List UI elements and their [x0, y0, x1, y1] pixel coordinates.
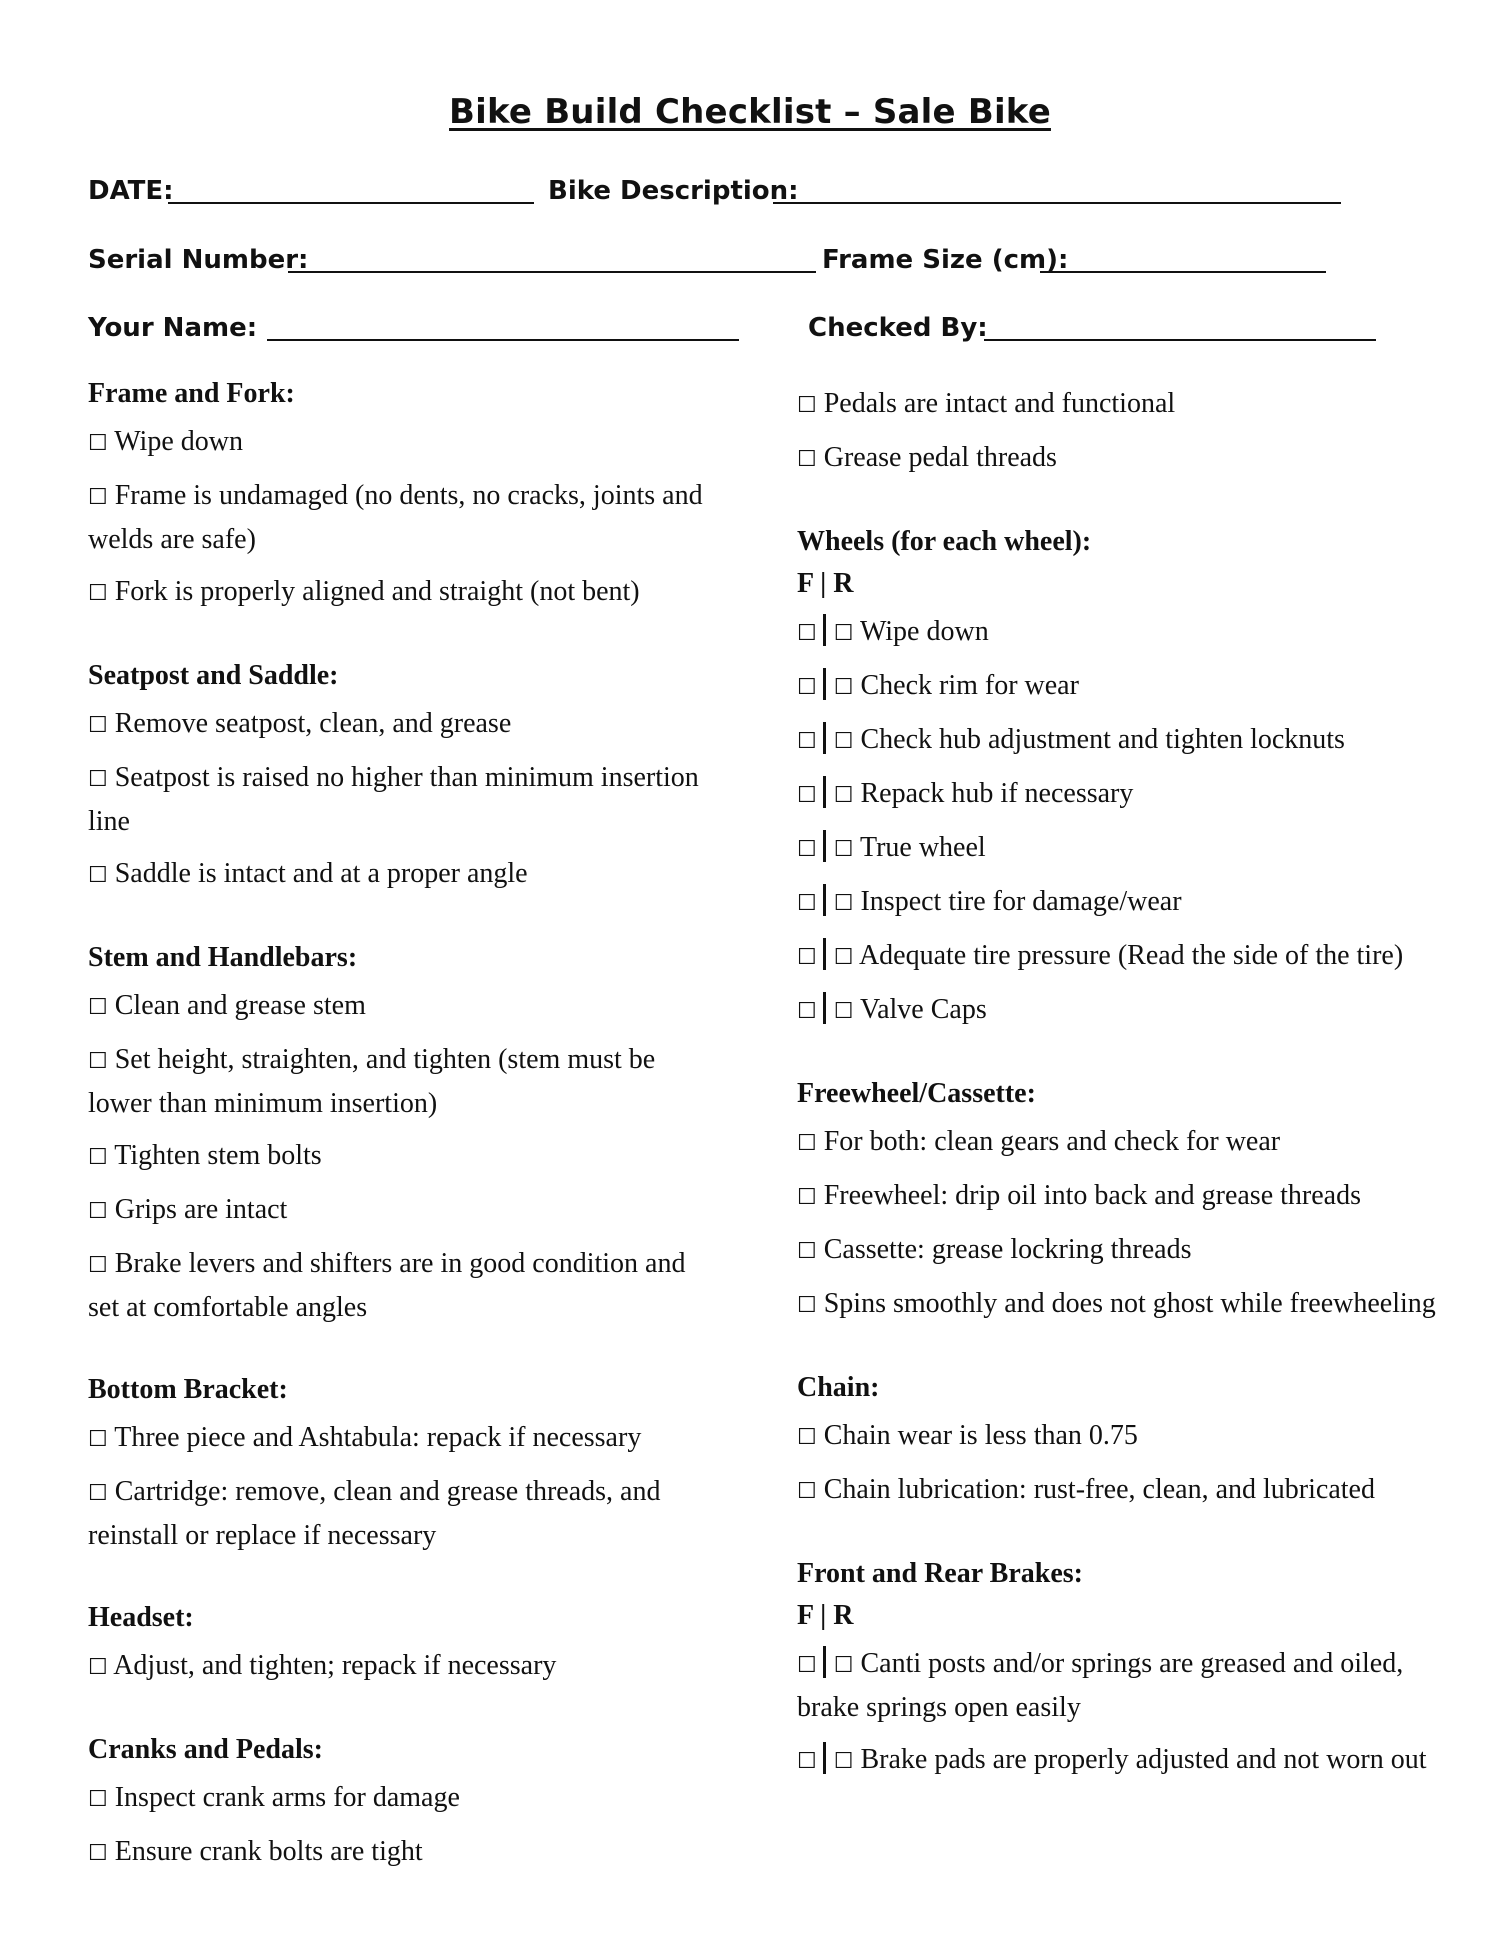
checklist-item-front-rear [797, 611, 1437, 655]
checkbox[interactable]: ☐ [88, 431, 108, 456]
frame-size-field[interactable] [1040, 271, 1326, 273]
bike-description-label: Bike Description: [548, 176, 799, 206]
item-label: Cartridge: remove, clean and grease threads, and reinstall or replace if necessary [88, 1476, 661, 1551]
brakes-section [797, 1553, 1437, 1783]
item-label: Wipe down [114, 426, 243, 457]
divider-bar [823, 722, 826, 754]
chain-section [797, 1367, 1437, 1513]
front-checkbox[interactable]: ☐ [797, 675, 817, 700]
rear-checkbox[interactable]: ☐ [833, 621, 854, 646]
checklist-item [797, 1229, 1437, 1273]
checklist-item [797, 437, 1437, 481]
rear-checkbox[interactable]: ☐ [833, 1749, 854, 1774]
front-rear-label: F | R [797, 1600, 854, 1631]
item-label: Grease pedal threads [823, 442, 1057, 473]
checklist-item [88, 421, 713, 465]
section-title: Freewheel/Cassette: [797, 1078, 1036, 1109]
divider-bar [823, 776, 826, 808]
rear-checkbox[interactable]: ☐ [833, 729, 854, 754]
divider-bar [823, 830, 826, 862]
rear-checkbox[interactable]: ☐ [833, 675, 854, 700]
checkbox[interactable]: ☐ [797, 1479, 817, 1504]
checklist-section [88, 1729, 713, 1875]
item-label: Three piece and Ashtabula: repack if necessary [114, 1422, 642, 1453]
front-checkbox[interactable]: ☐ [797, 783, 817, 808]
checkbox[interactable]: ☐ [88, 1787, 108, 1812]
front-checkbox[interactable]: ☐ [797, 837, 817, 862]
item-label: Adequate tire pressure (Read the side of the tire) [858, 940, 1404, 971]
item-label: Chain lubrication: rust-free, clean, and lubricated [823, 1474, 1375, 1505]
rear-checkbox[interactable]: ☐ [833, 837, 854, 862]
item-label: Pedals are intact and functional [823, 388, 1176, 419]
checkbox[interactable]: ☐ [797, 1293, 817, 1318]
page-title: Bike Build Checklist – Sale Bike [449, 92, 1051, 132]
checklist-item [797, 1175, 1437, 1219]
section-title: Seatpost and Saddle: [88, 660, 339, 691]
frame-size-label: Frame Size (cm): [822, 245, 1069, 275]
item-label: Remove seatpost, clean, and grease [114, 708, 512, 739]
checklist-item [88, 1189, 713, 1233]
checklist-item-front-rear [797, 935, 1437, 979]
divider-bar [823, 884, 826, 916]
checklist-section [88, 1597, 713, 1689]
checkbox[interactable]: ☐ [88, 581, 108, 606]
front-checkbox[interactable]: ☐ [797, 945, 817, 970]
section-title: Chain: [797, 1372, 880, 1403]
item-label: Adjust, and tighten; repack if necessary [113, 1650, 557, 1681]
checklist-item [88, 853, 713, 897]
checkbox[interactable]: ☐ [88, 1481, 108, 1506]
front-checkbox[interactable]: ☐ [797, 1653, 817, 1678]
checkbox[interactable]: ☐ [88, 995, 108, 1020]
checkbox[interactable]: ☐ [88, 1841, 108, 1866]
item-label: Fork is properly aligned and straight (not bent) [114, 576, 640, 607]
divider-bar [823, 668, 826, 700]
checkbox[interactable]: ☐ [797, 393, 817, 418]
front-checkbox[interactable]: ☐ [797, 1749, 817, 1774]
divider-bar [823, 992, 826, 1024]
item-label: Canti posts and/or springs are greased and oiled, brake springs open easily [797, 1648, 1404, 1723]
checklist-item-front-rear [797, 719, 1437, 763]
checkbox[interactable]: ☐ [88, 1049, 108, 1074]
checklist-item [88, 1471, 713, 1557]
checklist-item [88, 703, 713, 747]
checkbox[interactable]: ☐ [88, 1253, 108, 1278]
right-column [797, 383, 1437, 1823]
divider-bar [823, 938, 826, 970]
item-label: Clean and grease stem [114, 990, 366, 1021]
rear-checkbox[interactable]: ☐ [833, 999, 854, 1024]
item-label: Repack hub if necessary [860, 778, 1134, 809]
wheels-section [797, 521, 1437, 1033]
item-label: Spins smoothly and does not ghost while freewheeling [823, 1288, 1436, 1319]
item-label: True wheel [859, 832, 986, 863]
checkbox[interactable]: ☐ [88, 1427, 108, 1452]
checklist-item-front-rear [797, 1643, 1437, 1729]
checked-by-label: Checked By: [808, 313, 988, 343]
rear-checkbox[interactable]: ☐ [833, 1653, 854, 1678]
checklist-item [88, 1645, 713, 1689]
checklist-item [88, 1417, 713, 1461]
item-label: Inspect crank arms for damage [114, 1782, 460, 1813]
item-label: Freewheel: drip oil into back and grease threads [823, 1180, 1361, 1211]
front-checkbox[interactable]: ☐ [797, 891, 817, 916]
checkbox[interactable]: ☐ [797, 1239, 817, 1264]
item-label: Seatpost is raised no higher than minimum insertion line [88, 762, 699, 837]
item-label: Chain wear is less than 0.75 [823, 1420, 1138, 1451]
cranks-and-pedals-continued [797, 383, 1437, 481]
checkbox[interactable]: ☐ [797, 1131, 817, 1156]
checklist-item-front-rear [797, 665, 1437, 709]
checklist-item [88, 1777, 713, 1821]
checklist-item [797, 1469, 1437, 1513]
checkbox[interactable]: ☐ [88, 767, 108, 792]
serial-number-field[interactable] [288, 271, 816, 273]
checklist-section [88, 373, 713, 615]
item-label: Ensure crank bolts are tight [114, 1836, 423, 1867]
checklist-item [88, 1039, 713, 1125]
item-label: Brake pads are properly adjusted and not worn out [860, 1744, 1427, 1775]
item-label: Tighten stem bolts [114, 1140, 322, 1171]
checklist-item [88, 571, 713, 615]
checklist-section [88, 655, 713, 897]
item-label: Brake levers and shifters are in good condition and set at comfortable angles [88, 1248, 686, 1323]
item-label: For both: clean gears and check for wear [823, 1126, 1281, 1157]
item-label: Grips are intact [114, 1194, 288, 1225]
rear-checkbox[interactable]: ☐ [833, 891, 854, 916]
divider-bar [823, 614, 826, 646]
checklist-item [88, 985, 713, 1029]
section-title: Bottom Bracket: [88, 1374, 288, 1405]
checkbox[interactable]: ☐ [797, 447, 817, 472]
item-label: Cassette: grease lockring threads [823, 1234, 1192, 1265]
checklist-item-front-rear [797, 1739, 1437, 1783]
checklist-item [88, 1135, 713, 1179]
item-label: Set height, straighten, and tighten (stem must be lower than minimum insertion) [88, 1044, 656, 1119]
date-label: DATE: [88, 176, 174, 206]
checklist-section [88, 937, 713, 1329]
serial-number-label: Serial Number: [88, 245, 309, 275]
checklist-item [797, 1121, 1437, 1165]
item-label: Frame is undamaged (no dents, no cracks, joints and welds are safe) [88, 480, 703, 555]
checklist-item [797, 1283, 1437, 1327]
your-name-label: Your Name: [88, 313, 258, 343]
checkbox[interactable]: ☐ [88, 863, 108, 888]
section-title: Wheels (for each wheel): [797, 526, 1092, 557]
section-title: Front and Rear Brakes: [797, 1558, 1083, 1589]
checkbox[interactable]: ☐ [797, 1185, 817, 1210]
checkbox[interactable]: ☐ [88, 713, 108, 738]
checked-by-field[interactable] [984, 339, 1376, 341]
checklist-item [88, 475, 713, 561]
checkbox[interactable]: ☐ [88, 485, 108, 510]
checklist-item [88, 1243, 713, 1329]
checklist-item-front-rear [797, 773, 1437, 817]
checkbox[interactable]: ☐ [797, 1425, 817, 1450]
divider-bar [823, 1742, 826, 1774]
your-name-field[interactable] [267, 339, 739, 341]
item-label: Valve Caps [859, 994, 987, 1025]
checkbox[interactable]: ☐ [88, 1145, 108, 1170]
front-checkbox[interactable]: ☐ [797, 729, 817, 754]
checkbox[interactable]: ☐ [88, 1655, 108, 1680]
checklist-item-front-rear [797, 989, 1437, 1033]
item-label: Saddle is intact and at a proper angle [114, 858, 528, 889]
section-title: Frame and Fork: [88, 378, 295, 409]
date-field[interactable] [168, 202, 534, 204]
checklist-item [797, 383, 1437, 427]
section-title: Headset: [88, 1602, 194, 1633]
checklist-section [88, 1369, 713, 1557]
front-checkbox[interactable]: ☐ [797, 999, 817, 1024]
section-title: Cranks and Pedals: [88, 1734, 323, 1765]
item-label: Wipe down [859, 616, 989, 647]
checkbox[interactable]: ☐ [88, 1199, 108, 1224]
freewheel-section [797, 1073, 1437, 1327]
section-title: Stem and Handlebars: [88, 942, 358, 973]
checklist-item [88, 1831, 713, 1875]
checklist-item [797, 1415, 1437, 1459]
checklist-item-front-rear [797, 881, 1437, 925]
left-column [88, 373, 713, 1915]
divider-bar [823, 1646, 826, 1678]
item-label: Check hub adjustment and tighten locknuts [860, 724, 1345, 755]
item-label: Inspect tire for damage/wear [860, 886, 1182, 917]
bike-description-field[interactable] [773, 202, 1341, 204]
front-rear-label: F | R [797, 568, 854, 599]
rear-checkbox[interactable]: ☐ [833, 783, 854, 808]
front-checkbox[interactable]: ☐ [797, 621, 817, 646]
checklist-item-front-rear [797, 827, 1437, 871]
checklist-item [88, 757, 713, 843]
item-label: Check rim for wear [860, 670, 1079, 701]
rear-checkbox[interactable]: ☐ [833, 945, 854, 970]
